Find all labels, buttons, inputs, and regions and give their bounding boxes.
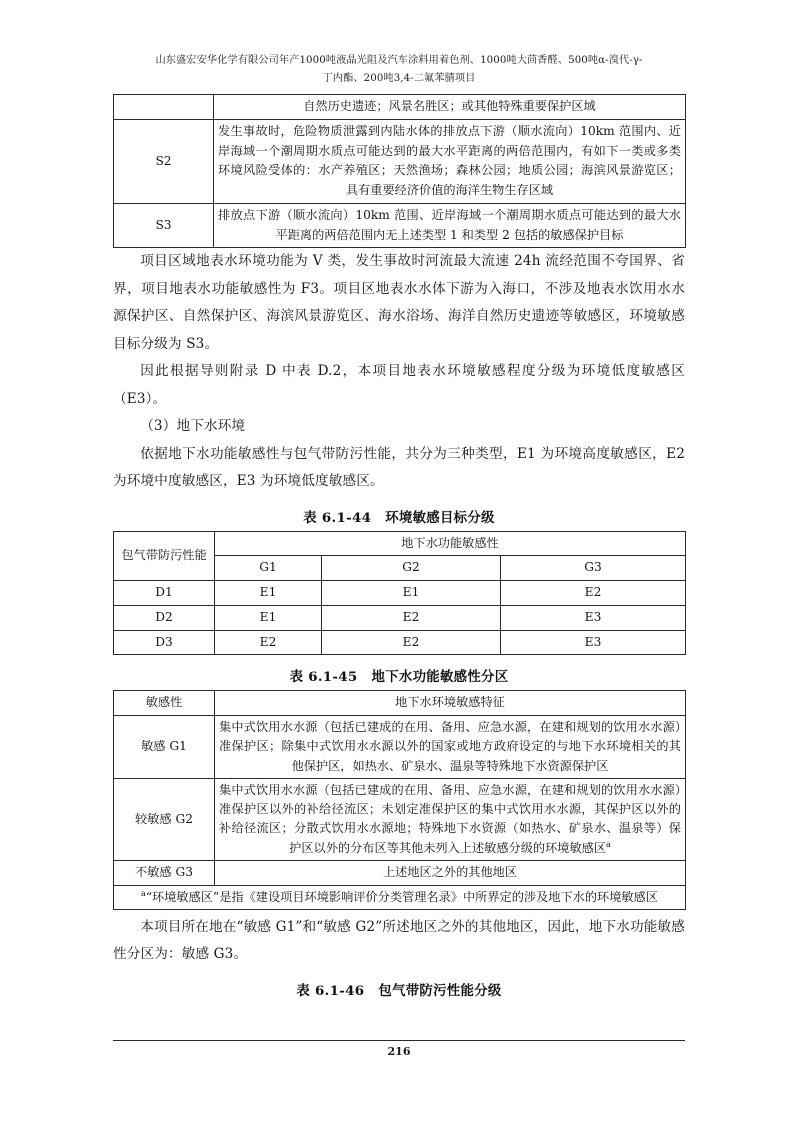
caption-title: 地下水功能敏感性分区: [371, 669, 509, 686]
paragraph-surface-water-grade: 因此根据导则附录 D 中表 D.2，本项目地表水环境敏感程度分级为环境低度敏感区（E3）。: [113, 363, 685, 407]
page-footer: [113, 1040, 685, 1058]
table-6-1-44: [113, 531, 686, 656]
cell-value: E2: [322, 605, 501, 630]
caption-table-6-1-44: [113, 507, 685, 526]
cell-sensitivity-description: 集中式饮用水水源（包括已建成的在用、备用、应急水源，在建和规划的饮用水水源）准保护区；除集中式饮用水水源以外的国家或地方政府设定的与地下水环境相关的其他保护区，如热水、矿泉水、温泉等特殊地下水资源保护区: [215, 716, 686, 779]
cell-sensitivity-label: 不敏感 G3: [114, 860, 215, 885]
cell-sensitivity-description: 上述地区之外的其他地区: [215, 860, 686, 885]
header-cell-vadose-zone: 包气带防污性能: [114, 531, 215, 581]
header-cell-characteristics: 地下水环境敏感特征: [215, 691, 686, 716]
cell-row-label: D3: [114, 630, 215, 655]
paragraph-surface-water-function: 项目区域地表水环境功能为 V 类，发生事故时河流最大流速 24h 流经范围不夸国界、省界，项目地表水功能敏感性为 F3。项目区地表水水体下游为入海口，不涉及地表水饮用水水源保护区、自然保护区、海滨风景游览区、海水浴场、海洋自然历史遗迹等敏感区，环境敏感目标分级为 S3。: [113, 253, 685, 352]
table-footnote: [114, 885, 686, 909]
cell-value: E1: [215, 581, 322, 606]
cell-value: E2: [322, 630, 501, 655]
cell-sensitivity-label: 较敏感 G2: [114, 778, 215, 860]
cell-row-label: D1: [114, 581, 215, 606]
table-row: [114, 95, 686, 120]
cell-level: S2: [114, 119, 214, 203]
running-header-line-2: 丁内酯、200吨3,4-二氟苯腈项目: [322, 72, 476, 84]
footnote-marker: a: [606, 839, 611, 849]
header-cell-sensitivity: 敏感性: [114, 691, 215, 716]
paragraph-groundwater-types: 依据地下水功能敏感性与包气带防污性能，共分为三种类型，E1 为环境高度敏感区，E2 为环境中度敏感区，E3 为环境低度敏感区。: [113, 445, 685, 490]
cell-value: E1: [322, 581, 501, 606]
cell-description: 排放点下游（顺水流向）10km 范围、近岸海域一个潮周期水质点可能达到的最大水平距离的两倍范围内无上述类型 1 和类型 2 包括的敏感保护目标: [214, 203, 686, 248]
footnote-text: “环境敏感区”是指《建设项目环境影响评价分类管理名录》中所界定的涉及地下水的环境敏感区: [145, 889, 658, 904]
table-row: [114, 860, 686, 885]
subheader-g2: G2: [322, 556, 501, 581]
heading-groundwater-environment: （3）地下水环境: [140, 418, 246, 435]
subheader-g1: G1: [215, 556, 322, 581]
header-cell-groundwater-sensitivity: 地下水功能敏感性: [215, 531, 686, 556]
cell-level: [114, 95, 214, 120]
table-6-1-45: [113, 690, 686, 910]
caption-number: 表 6.1-46: [296, 982, 365, 999]
cell-value: E2: [501, 581, 686, 606]
cell-level: S3: [114, 203, 214, 248]
cell-description-text: 集中式饮用水水源（包括已建成的在用、备用、应急水源，在建和规划的饮用水水源）准保护区以外的补给径流区；未划定准保护区的集中式饮用水水源，其保护区以外的补给径流区；分散式饮用水水源地；特殊地下水资源（如热水、矿泉水、温泉等）保护区以外的分布区等其他未列入上述敏感分级的环境敏感区: [219, 782, 681, 855]
table-environmental-sensitivity-continued: [113, 94, 686, 248]
cell-value: E3: [501, 630, 686, 655]
table-header-row: [114, 691, 686, 716]
caption-number: 表 6.1-44: [303, 509, 372, 526]
table-row: [114, 581, 686, 606]
caption-number: 表 6.1-45: [289, 669, 358, 686]
page-content: [113, 52, 685, 1004]
table-row: [114, 778, 686, 860]
caption-table-6-1-45: [113, 666, 685, 685]
page-number: 216: [387, 1045, 411, 1058]
cell-row-label: D2: [114, 605, 215, 630]
cell-description: 自然历史遗迹；风景名胜区；或其他特殊重要保护区域: [214, 95, 686, 120]
cell-sensitivity-label: 敏感 G1: [114, 716, 215, 779]
table-footnote-row: [114, 885, 686, 909]
footnote-marker: a: [141, 888, 146, 898]
cell-sensitivity-description: [215, 778, 686, 860]
running-header: [113, 52, 685, 87]
table-row: [114, 630, 686, 655]
running-header-line-1: 山东盛宏安华化学有限公司年产1000吨液晶光阻及汽车涂料用着色剂、1000吨大茴香醛、500吨α-溴代-γ-: [155, 55, 643, 66]
table-row: [114, 203, 686, 248]
table-row: [114, 605, 686, 630]
cell-value: E2: [215, 630, 322, 655]
subheader-g3: G3: [501, 556, 686, 581]
caption-title: 包气带防污性能分级: [378, 982, 502, 999]
cell-value: E1: [215, 605, 322, 630]
caption-table-6-1-46: [113, 980, 685, 999]
caption-title: 环境敏感目标分级: [385, 509, 495, 526]
table-header-row: [114, 531, 686, 556]
table-row: [114, 119, 686, 203]
table-row: [114, 716, 686, 779]
cell-value: E3: [501, 605, 686, 630]
cell-description: 发生事故时，危险物质泄露到内陆水体的排放点下游（顺水流向）10km 范围内、近岸海域一个潮周期水质点可能达到的最大水平距离的两倍范围内，有如下一类或多类环境风险受体的：水产养殖区；天然渔场；森林公园；地质公园；海滨风景游览区；具有重要经济价值的海洋生物生存区域: [214, 119, 686, 203]
paragraph-project-location-conclusion: 本项目所在地在“敏感 G1”和“敏感 G2”所述地区之外的其他地区，因此，地下水功能敏感性分区为：敏感 G3。: [113, 919, 685, 963]
